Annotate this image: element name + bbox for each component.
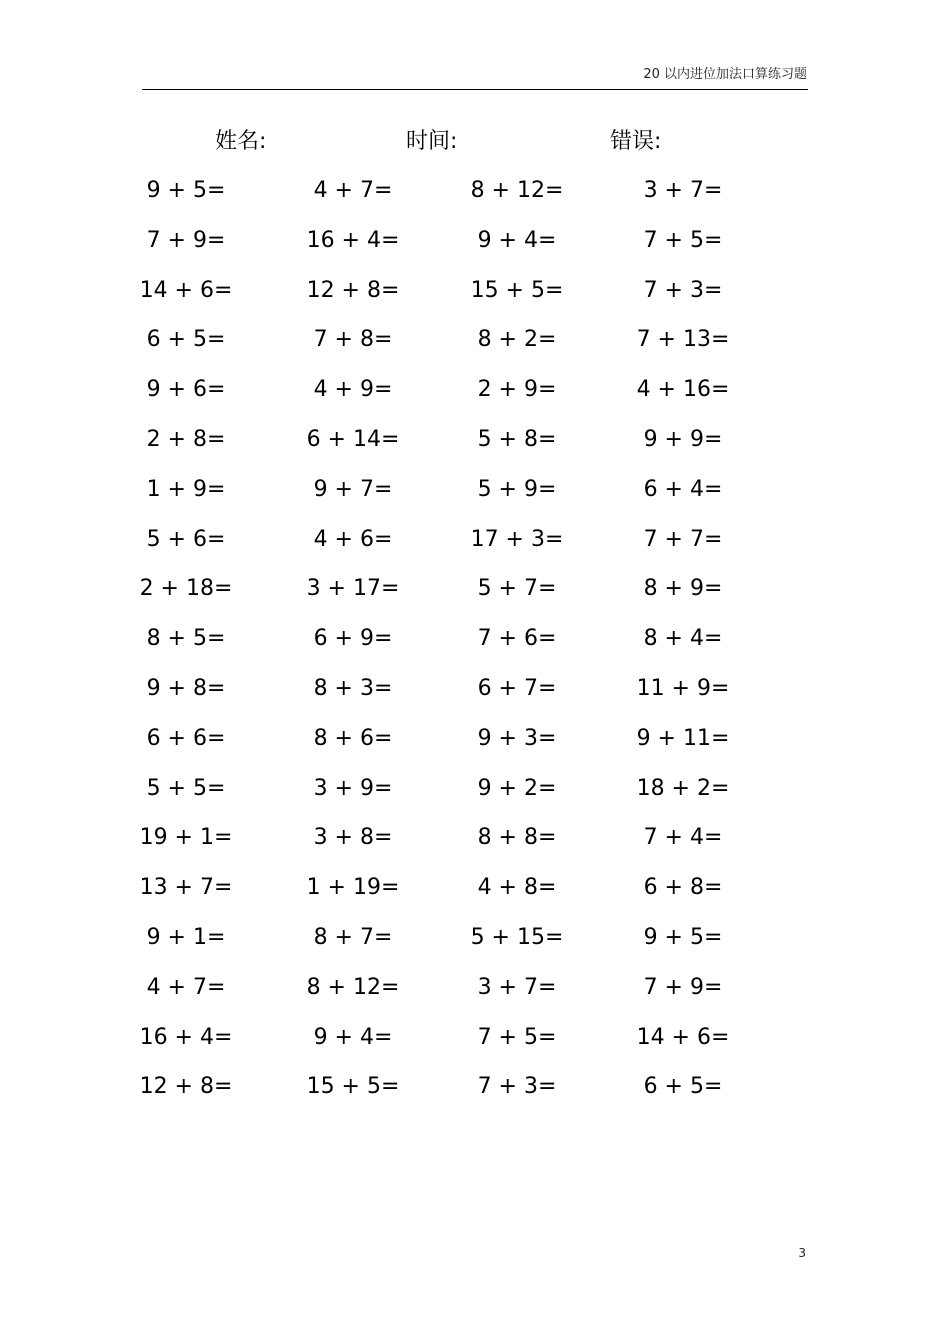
- problem-item: 7 + 3=: [477, 1074, 557, 1100]
- problem-item: 14 + 6=: [636, 1024, 730, 1050]
- problem-item: 9 + 5=: [146, 178, 226, 203]
- problem-item: 1 + 9=: [146, 476, 226, 502]
- problem-item: 5 + 9=: [477, 476, 557, 502]
- problem-item: 7 + 9=: [146, 227, 226, 253]
- problem-item: 7 + 3=: [643, 277, 723, 303]
- header-title: 20 以内进位加法口算练习题: [643, 67, 807, 82]
- problem-item: 7 + 5=: [477, 1024, 557, 1050]
- problem-item: 8 + 3=: [313, 676, 393, 701]
- problem-item: 6 + 7=: [477, 676, 557, 701]
- problem-item: 18 + 2=: [636, 775, 730, 801]
- problem-item: 4 + 7=: [313, 178, 393, 203]
- problem-item: 16 + 4=: [306, 227, 400, 253]
- problem-item: 11 + 9=: [636, 676, 730, 701]
- problem-item: 7 + 6=: [477, 626, 557, 652]
- problem-item: 7 + 7=: [643, 526, 723, 552]
- problem-item: 3 + 7=: [477, 974, 557, 1000]
- problem-item: 3 + 8=: [313, 825, 393, 851]
- problem-item: 9 + 5=: [643, 925, 723, 950]
- problem-item: 2 + 8=: [146, 427, 226, 452]
- problem-item: 9 + 4=: [313, 1024, 393, 1050]
- problem-item: 7 + 5=: [643, 227, 723, 253]
- problem-item: 13 + 7=: [139, 875, 233, 901]
- problem-item: 2 + 18=: [139, 576, 233, 602]
- problem-item: 15 + 5=: [470, 277, 564, 303]
- problem-item: 8 + 2=: [477, 327, 557, 353]
- problem-item: 6 + 9=: [313, 626, 393, 652]
- problem-item: 19 + 1=: [139, 825, 233, 851]
- problem-item: 5 + 8=: [477, 427, 557, 452]
- problem-item: 9 + 4=: [477, 227, 557, 253]
- problem-item: 9 + 8=: [146, 676, 226, 701]
- problem-item: 4 + 7=: [146, 974, 226, 1000]
- header-rule: [142, 89, 808, 90]
- problem-item: 9 + 9=: [643, 427, 723, 452]
- problem-item: 5 + 6=: [146, 526, 226, 552]
- page-number: 3: [798, 1246, 806, 1260]
- problem-item: 8 + 8=: [477, 825, 557, 851]
- problem-item: 8 + 12=: [306, 974, 400, 1000]
- problem-item: 5 + 7=: [477, 576, 557, 602]
- problem-item: 8 + 7=: [313, 925, 393, 950]
- problem-item: 8 + 4=: [643, 626, 723, 652]
- errors-label: 错误:: [610, 129, 662, 154]
- problem-item: 6 + 8=: [643, 875, 723, 901]
- problem-item: 17 + 3=: [470, 526, 564, 552]
- problem-item: 7 + 9=: [643, 974, 723, 1000]
- problem-item: 9 + 1=: [146, 925, 226, 950]
- problem-item: 4 + 16=: [636, 377, 730, 403]
- problem-item: 5 + 5=: [146, 775, 226, 801]
- problem-item: 3 + 17=: [306, 576, 400, 602]
- problem-item: 9 + 2=: [477, 775, 557, 801]
- problem-item: 7 + 8=: [313, 327, 393, 353]
- problem-item: 6 + 5=: [643, 1074, 723, 1100]
- problem-item: 8 + 6=: [313, 725, 393, 751]
- problem-item: 7 + 13=: [636, 327, 730, 353]
- problem-item: 6 + 14=: [306, 427, 400, 452]
- problem-item: 12 + 8=: [139, 1074, 233, 1100]
- problem-item: 9 + 11=: [636, 725, 730, 751]
- problem-item: 9 + 6=: [146, 377, 226, 403]
- problem-item: 16 + 4=: [139, 1024, 233, 1050]
- problem-item: 12 + 8=: [306, 277, 400, 303]
- problem-item: 9 + 3=: [477, 725, 557, 751]
- problem-item: 8 + 9=: [643, 576, 723, 602]
- problem-item: 14 + 6=: [139, 277, 233, 303]
- problem-item: 5 + 15=: [470, 925, 564, 950]
- problem-item: 3 + 9=: [313, 775, 393, 801]
- problem-item: 6 + 5=: [146, 327, 226, 353]
- problem-item: 4 + 9=: [313, 377, 393, 403]
- problem-item: 1 + 19=: [306, 875, 400, 901]
- problem-item: 8 + 5=: [146, 626, 226, 652]
- problem-item: 15 + 5=: [306, 1074, 400, 1100]
- problem-item: 6 + 6=: [146, 725, 226, 751]
- name-label: 姓名:: [215, 129, 267, 154]
- problem-item: 7 + 4=: [643, 825, 723, 851]
- problem-item: 9 + 7=: [313, 476, 393, 502]
- problem-item: 4 + 8=: [477, 875, 557, 901]
- problem-item: 2 + 9=: [477, 377, 557, 403]
- problem-item: 6 + 4=: [643, 476, 723, 502]
- problem-item: 8 + 12=: [470, 178, 564, 203]
- time-label: 时间:: [406, 129, 458, 154]
- problem-item: 4 + 6=: [313, 526, 393, 552]
- problem-item: 3 + 7=: [643, 178, 723, 203]
